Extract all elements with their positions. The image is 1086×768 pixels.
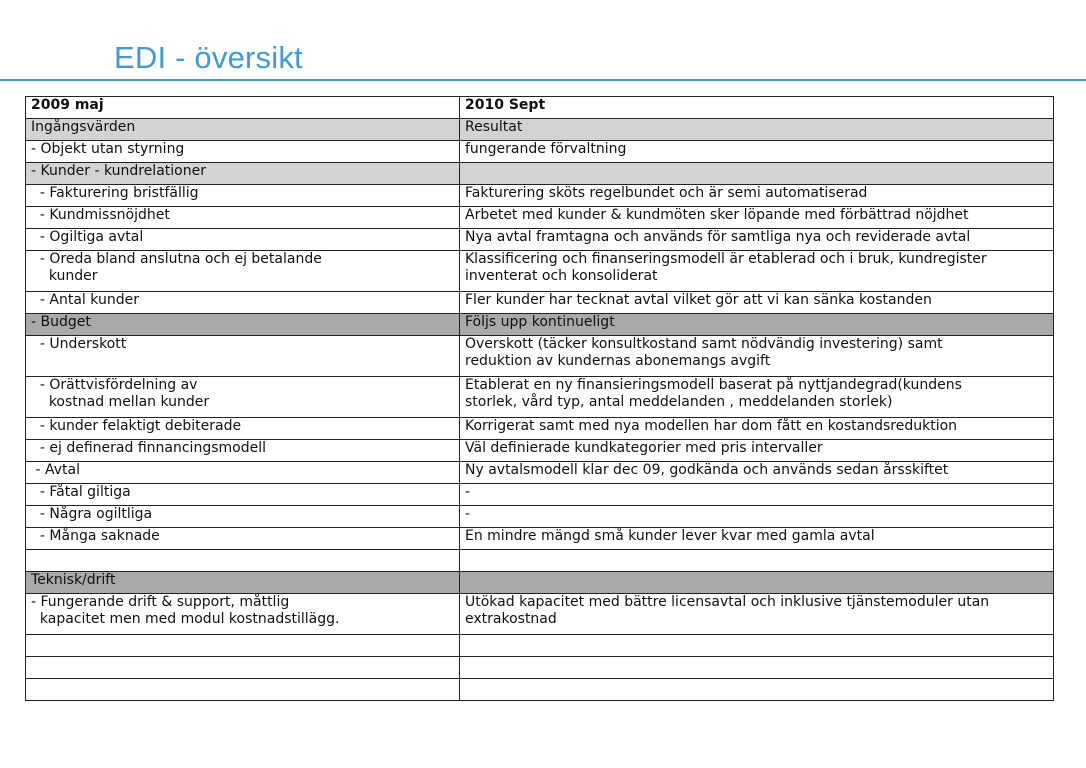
cell-2009: - Underskott (26, 336, 460, 377)
cell-2009: - Avtal (26, 462, 460, 484)
cell-2009: - Många saknade (26, 528, 460, 550)
table-row (26, 163, 1054, 185)
cell-2010: Överskott (täcker konsultkostand samt nödvändig investering) samt reduktion av kundernas abonemangs avgift (460, 336, 1054, 377)
cell-2009: - Några ogiltliga (26, 506, 460, 528)
cell-2010 (460, 635, 1054, 657)
cell-2010 (460, 679, 1054, 701)
cell-2009: - Fåtal giltiga (26, 484, 460, 506)
table-row (26, 141, 1054, 163)
cell-2009: - Budget (26, 314, 460, 336)
cell-2010: Klassificering och finanseringsmodell är etablerad och i bruk, kundregister inventerat och konsoliderat (460, 251, 1054, 292)
table-row (26, 657, 1054, 679)
cell-2010 (460, 550, 1054, 572)
cell-2010: Utökad kapacitet med bättre licensavtal och inklusive tjänstemoduler utan extrakostnad (460, 594, 1054, 635)
cell-2009: - Fungerande drift & support, måttlig kapacitet men med modul kostnadstillägg. (26, 594, 460, 635)
table-row (26, 292, 1054, 314)
overview-table (25, 96, 1054, 701)
table-row (26, 314, 1054, 336)
cell-2010 (460, 163, 1054, 185)
cell-2010: Ny avtalsmodell klar dec 09, godkända och används sedan årsskiftet (460, 462, 1054, 484)
cell-2010: En mindre mängd små kunder lever kvar med gamla avtal (460, 528, 1054, 550)
cell-2010: Nya avtal framtagna och används för samtliga nya och reviderade avtal (460, 229, 1054, 251)
cell-2009: - Oreda bland anslutna och ej betalande kunder (26, 251, 460, 292)
table-row (26, 462, 1054, 484)
cell-2010: - (460, 506, 1054, 528)
cell-2010: Fakturering sköts regelbundet och är semi automatiserad (460, 185, 1054, 207)
cell-2009 (26, 635, 460, 657)
table-row (26, 119, 1054, 141)
table-header-row (26, 97, 1054, 119)
cell-2010: Korrigerat samt med nya modellen har dom fått en kostandsreduktion (460, 418, 1054, 440)
table-row (26, 440, 1054, 462)
table-row (26, 528, 1054, 550)
table-row (26, 484, 1054, 506)
cell-2009: - Ogiltiga avtal (26, 229, 460, 251)
cell-2009: - Orättvisfördelning av kostnad mellan kunder (26, 377, 460, 418)
cell-2010: - (460, 484, 1054, 506)
cell-2010: Arbetet med kunder & kundmöten sker löpande med förbättrad nöjdhet (460, 207, 1054, 229)
cell-2010: Etablerat en ny finansieringsmodell baserat på nyttjandegrad(kundens storlek, vård typ, antal meddelanden , meddelanden storlek) (460, 377, 1054, 418)
cell-2009 (26, 679, 460, 701)
table-row (26, 185, 1054, 207)
cell-2010: fungerande förvaltning (460, 141, 1054, 163)
cell-2009: - Kunder - kundrelationer (26, 163, 460, 185)
cell-2010: Väl definierade kundkategorier med pris intervaller (460, 440, 1054, 462)
table-row (26, 229, 1054, 251)
cell-2009: - Kundmissnöjdhet (26, 207, 460, 229)
title-divider (0, 79, 1086, 81)
table-row (26, 572, 1054, 594)
cell-2010: Följs upp kontinueligt (460, 314, 1054, 336)
cell-2009: - Antal kunder (26, 292, 460, 314)
cell-2009: - kunder felaktigt debiterade (26, 418, 460, 440)
cell-2009 (26, 550, 460, 572)
table-row (26, 336, 1054, 377)
table-row (26, 594, 1054, 635)
column-header-2010: 2010 Sept (460, 97, 1054, 119)
table-row (26, 550, 1054, 572)
cell-2009: Ingångsvärden (26, 119, 460, 141)
cell-2010: Fler kunder har tecknat avtal vilket gör att vi kan sänka kostanden (460, 292, 1054, 314)
table-row (26, 377, 1054, 418)
cell-2009: Teknisk/drift (26, 572, 460, 594)
table-row (26, 635, 1054, 657)
cell-2009: - ej definerad finnancingsmodell (26, 440, 460, 462)
table-row (26, 506, 1054, 528)
table-row (26, 418, 1054, 440)
cell-2009 (26, 657, 460, 679)
table-row (26, 251, 1054, 292)
cell-2009: - Fakturering bristfällig (26, 185, 460, 207)
cell-2010 (460, 657, 1054, 679)
cell-2010 (460, 572, 1054, 594)
table-row (26, 679, 1054, 701)
table-row (26, 207, 1054, 229)
cell-2010: Resultat (460, 119, 1054, 141)
page-title: EDI - översikt (114, 40, 303, 75)
cell-2009: - Objekt utan styrning (26, 141, 460, 163)
column-header-2009: 2009 maj (26, 97, 460, 119)
